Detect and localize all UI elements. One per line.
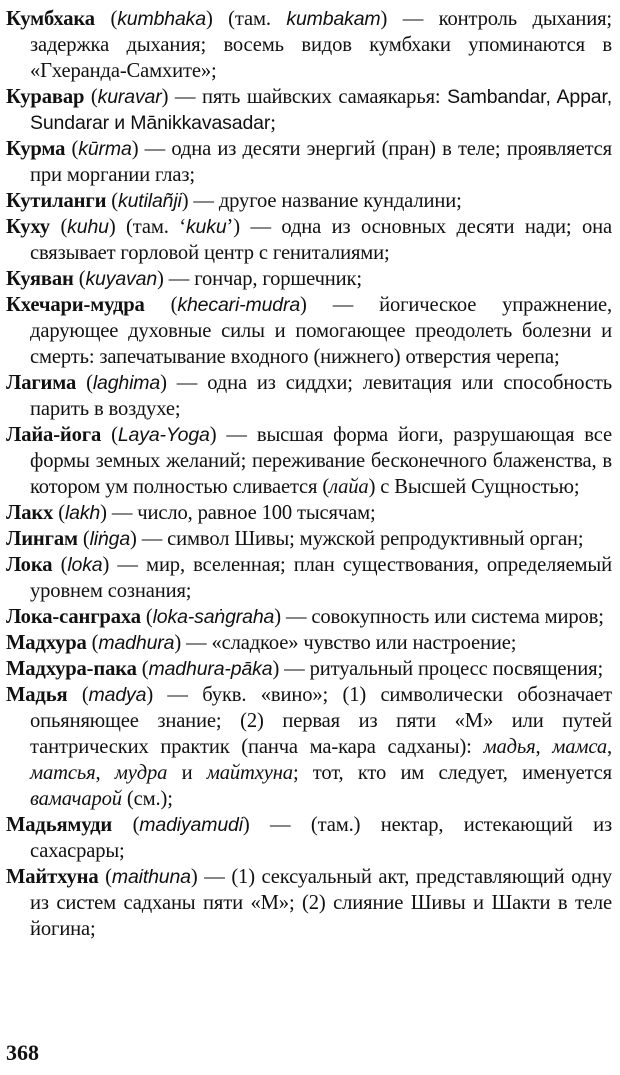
entry-separator: , bbox=[535, 736, 553, 758]
entry-maithuna bbox=[6, 864, 612, 942]
entry-definition: ) — другое название кундалини; bbox=[181, 190, 462, 212]
entry-punct: ) (там. ‘ bbox=[108, 216, 186, 238]
entry-loka-sangraha bbox=[6, 604, 612, 630]
entry-punct: ( bbox=[106, 190, 119, 212]
entry-term: Лайа-йога bbox=[6, 424, 102, 446]
entry-kuravar bbox=[6, 84, 612, 136]
entry-transliteration: khecari-mudra bbox=[177, 294, 301, 316]
entry-definition: ) — контроль дыхания; задержка дыхания; восемь видов кумбхаки упоминаются в «Гхеранда-Самхите»; bbox=[30, 8, 613, 82]
entry-separator: , bbox=[95, 762, 115, 784]
entry-term: Мадья bbox=[6, 684, 68, 706]
entry-transliteration: maithuna bbox=[111, 866, 191, 888]
entry-punct: ( bbox=[144, 294, 178, 316]
entry-definition-end: ; bbox=[270, 112, 276, 134]
entry-term: Мадхура bbox=[6, 632, 87, 654]
entry-kumbhaka bbox=[6, 6, 612, 84]
entry-kutilangi bbox=[6, 188, 612, 214]
entry-punct: ) (там. bbox=[205, 8, 287, 30]
entry-definition-end: ) с Высшей Сущностью; bbox=[368, 476, 580, 498]
entry-transliteration: madya bbox=[88, 684, 147, 706]
entry-definition: ) — букв. «вино»; (1) символически обозначает опьяняющее знание; (2) первая из пяти «М» или путей тантрических практик (панча ма-кара садханы): bbox=[30, 684, 612, 758]
entry-term: Куху bbox=[6, 216, 50, 238]
entry-punct: ( bbox=[101, 424, 118, 446]
entry-definition: ) — (1) сексуальный акт, представляющий одну из систем садханы пяти «М»; (2) слияние Шивы и Шакти в теле йогина; bbox=[30, 866, 612, 940]
entry-definition: ) — высшая форма йоги, разрушающая все формы земных желаний; переживание бесконечного блаженства, в котором ум полностью сливается ( bbox=[30, 424, 612, 498]
entry-punct: ( bbox=[52, 554, 68, 576]
entry-italic-word: майтхуна bbox=[206, 762, 293, 784]
entry-separator: и bbox=[167, 762, 207, 784]
entry-madhura-paka bbox=[6, 656, 612, 682]
entry-italic-word: матсья bbox=[30, 762, 96, 784]
entry-term: Лагима bbox=[6, 372, 77, 394]
entry-definition: ) — «сладкое» чувство или настроение; bbox=[174, 632, 517, 654]
entry-term: Мадхура-пака bbox=[6, 658, 137, 680]
entry-italic-word: лайа bbox=[329, 476, 369, 498]
entry-definition: ’) — одна из основных десяти нади; она связывает горловой центр с гениталиями; bbox=[30, 216, 612, 264]
entry-definition-end: (см.); bbox=[121, 788, 173, 810]
entry-transliteration: madhura bbox=[98, 632, 175, 654]
entry-transliteration: lakh bbox=[64, 502, 101, 524]
entry-term: Майтхуна bbox=[6, 866, 99, 888]
entry-madyamudi bbox=[6, 812, 612, 864]
entry-lakh bbox=[6, 500, 612, 526]
page-number: 368 bbox=[6, 1040, 39, 1065]
entry-transliteration: madhura-pāka bbox=[148, 658, 273, 680]
entry-transliteration: kuyavan bbox=[85, 268, 158, 290]
entry-term: Мадьямуди bbox=[6, 814, 113, 836]
entry-transliteration: loka bbox=[67, 554, 103, 576]
entry-punct: ( bbox=[86, 632, 99, 654]
entry-lingam bbox=[6, 526, 612, 552]
entry-punct: ( bbox=[65, 138, 79, 160]
entry-transliteration: kumbhaka bbox=[117, 8, 206, 30]
entry-italic-word: вамачарой bbox=[30, 788, 122, 810]
entry-punct: ( bbox=[76, 372, 93, 394]
entry-definition: ) — одна из десяти энергий (пран) в теле; проявляется при моргании глаз; bbox=[30, 138, 612, 186]
dictionary-page bbox=[6, 6, 612, 942]
entry-transliteration: kuhu bbox=[67, 216, 109, 238]
entry-punct: ( bbox=[136, 658, 149, 680]
entry-transliteration: kutilañji bbox=[118, 190, 182, 212]
entry-khechari-mudra bbox=[6, 292, 612, 370]
entry-loka bbox=[6, 552, 612, 604]
entry-punct: ( bbox=[94, 8, 118, 30]
entry-punct: ( bbox=[98, 866, 112, 888]
entry-definition: ) — число, равное 100 тысячам; bbox=[100, 502, 376, 524]
entry-term: Кумбхака bbox=[6, 8, 95, 30]
entry-punct: ( bbox=[77, 528, 90, 550]
entry-kurma bbox=[6, 136, 612, 188]
entry-punct: ( bbox=[67, 684, 89, 706]
entry-term: Курма bbox=[6, 138, 66, 160]
entry-definition: ) — гончар, горшечник; bbox=[157, 268, 362, 290]
entry-definition: ) — йогическое упражнение, дарующее духовные силы и помогающее преодолеть болезни и смерть: запечатывание входного (нижнего) отверстия черепа; bbox=[30, 294, 612, 368]
entry-definition: ) — пять шайвских самаякарья: bbox=[161, 86, 448, 108]
entry-kuyavan bbox=[6, 266, 612, 292]
entry-italic-word: мамса bbox=[552, 736, 608, 758]
entry-lagima bbox=[6, 370, 612, 422]
entry-term: Лока bbox=[6, 554, 53, 576]
entry-transliteration: loka-saṅgraha bbox=[152, 606, 275, 628]
entry-term: Куравар bbox=[6, 86, 85, 108]
entry-term: Куяван bbox=[6, 268, 74, 290]
entry-italic-word: мудра bbox=[114, 762, 168, 784]
entry-definition: ) — одна из сиддхи; левитация или способность парить в воздухе; bbox=[30, 372, 612, 420]
entry-term: Кхечари-мудра bbox=[6, 294, 145, 316]
entry-definition: ) — (там.) нектар, истекающий из сахасрары; bbox=[30, 814, 612, 862]
entry-definition: ) — ритуальный процесс посвящения; bbox=[272, 658, 604, 680]
entry-madya bbox=[6, 682, 612, 812]
entry-punct: ( bbox=[53, 502, 65, 524]
entry-transliteration: Laya-Yoga bbox=[117, 424, 210, 446]
entry-latin-names: Sambandar, Appar, Sundarar и Mānikkavasadar bbox=[30, 86, 612, 134]
entry-term: Лока-санграха bbox=[6, 606, 141, 628]
entry-term: Кутиланги bbox=[6, 190, 107, 212]
entry-madhura bbox=[6, 630, 612, 656]
entry-definition: ) — символ Шивы; мужской репродуктивный орган; bbox=[130, 528, 584, 550]
entry-italic-word: мадья bbox=[483, 736, 536, 758]
entry-punct: ( bbox=[112, 814, 140, 836]
entry-punct: ( bbox=[84, 86, 98, 108]
entry-transliteration: liṅga bbox=[89, 528, 131, 550]
entry-definition-mid: ; тот, кто им следует, именуется bbox=[292, 762, 612, 784]
entry-definition: ) — мир, вселенная; план существования, определяемый уровнем сознания; bbox=[30, 554, 612, 602]
entry-definition: ) — совокупность или система миров; bbox=[274, 606, 604, 628]
entry-punct: ( bbox=[49, 216, 68, 238]
entry-separator: , bbox=[607, 736, 613, 758]
entry-transliteration: kuravar bbox=[97, 86, 162, 108]
entry-transliteration: kūrma bbox=[78, 138, 132, 160]
entry-punct: ( bbox=[73, 268, 86, 290]
entry-term: Лакх bbox=[6, 502, 54, 524]
entry-kuhu bbox=[6, 214, 612, 266]
entry-transliteration-tamil: kuku bbox=[185, 216, 227, 238]
entry-laya-yoga bbox=[6, 422, 612, 500]
entry-transliteration-tamil: kumbakam bbox=[286, 8, 381, 30]
entry-punct: ( bbox=[140, 606, 153, 628]
entry-term: Лингам bbox=[6, 528, 78, 550]
entry-transliteration: madiyamudi bbox=[139, 814, 243, 836]
entry-transliteration: laghima bbox=[92, 372, 161, 394]
